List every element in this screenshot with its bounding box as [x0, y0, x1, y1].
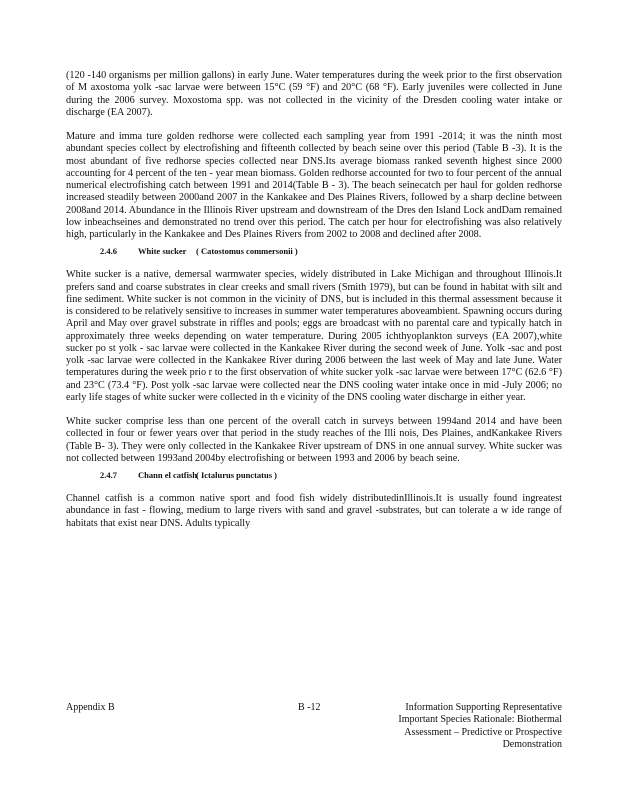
section-heading-channel-catfish [100, 470, 562, 480]
section-scientific-name: ( Catostomus commersonii ) [196, 246, 298, 257]
section-scientific-name: ( Ictalurus punctatus ) [196, 470, 277, 480]
paragraph-golden-redhorse: Mature and imma ture golden redhorse were collected each sampling year from 1991 -2014; it was the ninth most abundant species collect by electrofishing and fifteenth collected by beach seine over this period (Table B -3). It is the most abundant of five redhorse species collected near DNS.Its average biomass ranked seventh highest since 2000 accounting for 4 percent of the ten - year mean biomass. Golden redhorse accounted for two to four percent of the annual numerical electrofishing catch between 1991 and 2014(Table B - 3). The beach seinecatch per haul for golden redhorse increased steadily between 2000and 2007 in the Kankakee and Des Plaines Rivers, followed by a sharp decline between 2008and 2014. Abundance in the Illinois River upstream and downstream of the Dres den Island Lock andDam remained low inbeachseines and demonstrated no trend over this period. The catch per hour for electrofishing was also relatively high, particularly in the Kankakee and Des Plaines Rivers from 2002 to 2008 and declined after 2008. [66, 131, 562, 240]
section-number: 2.4.6 [100, 246, 117, 257]
paragraph-white-sucker-catch: White sucker comprise less than one percent of the overall catch in surveys between 1994and 2014 and have been collected in four or fewer years over that period in the study reaches of the Illi nois, Des Plaines, andKankakee Rivers (Table B- 3). They were only collected in the Kankakee River upstream of DNS in one annual survey. White sucker was not collected between 1993and 2004by electrofishing or between 1993 and 2006 by beach seine. [66, 416, 562, 464]
paragraph-channel-catfish: Channel catfish is a common native sport and food fish widely distributedinIllinois.It is usually found ingreatest abundance in fast - flowing, medium to large rivers with sand and gravel -substrates, but can tolerate a w ide range of habitats that exist near DNS. Adults typically [66, 493, 562, 529]
paragraph-moxostoma: (120 -140 organisms per million gallons) in early June. Water temperatures during the week prior to the first observation of M axostoma yolk -sac larvae were between 15°C (59 °F) and 20°C (68 °F). Early juveniles were collected in June during the 2006 survey. Moxostoma spp. was not collected in the vicinity of the Dresden cooling water intake or discharge (EA 2007). [66, 70, 562, 118]
footer-appendix-label: Appendix B [66, 702, 115, 713]
paragraph-white-sucker-habitat: White sucker is a native, demersal warmwater species, widely distributed in Lake Michigan and throughout Illinois.It prefers sand and coarse substrates in clear creeks and small rivers (Smith 1979), but can be found in habitat with silt and fine sediment. White sucker is not common in the vicinity of DNS, but is included in this thermal assessment because it is considered to be relatively sensitive to increases in summer water temperatures aboveambient. Spawning occurs during April and May over gravel substrate in riffles and pools; eggs are broadcast with no parental care and typically hatch in approximately three weeks depending on water temperature. During 2005 ichthyoplankton surveys (EA 2007),white sucker po st yolk - sac larvae were collected in the Kankakee River during the second week of June. Yolk -sac and post yolk -sac larvae were collected in the Kankakee River during 2006 between the last week of May and late June. Water temperatures during the week prio r to the first observation of white sucker yolk -sac larvae were between 17°C (62.6 °F) and 23°C (73.4 °F). Post yolk -sac larvae were collected near the DNS cooling water intake once in mid -July 2006; no early life stages of white sucker were collected in th e vicinity of the DNS cooling water discharge in either year. [66, 269, 562, 403]
section-number: 2.4.7 [100, 470, 117, 480]
document-body [66, 70, 562, 530]
section-common-name: Chann el catfish [138, 470, 198, 480]
footer-document-title: Information Supporting Representative Important Species Rationale: Biothermal Assessment – Predictive or Prospective Demonstration [398, 702, 562, 750]
section-common-name: White sucker [138, 246, 187, 257]
footer-page-number: B -12 [298, 702, 321, 713]
section-heading-white-sucker [100, 246, 562, 256]
